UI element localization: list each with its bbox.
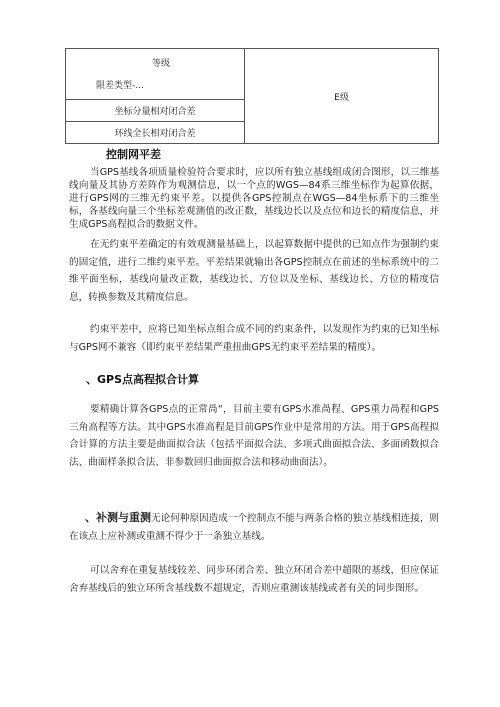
- section-title-remeasure: 、补测与重测: [85, 511, 152, 524]
- header-tolerance-type-label: 限差类型-...: [96, 81, 144, 91]
- paragraph: 可以舍弃在重复基线较差、同步环闭合差、独立环闭合差中超限的基线，但应保证舍弃基线后的独立环所含基线数不超规定，否则应重测该基线或者有关的同步图形。: [69, 565, 439, 594]
- header-grade-label: 等级: [152, 59, 171, 69]
- paragraph-text: 无论何种原因造成一个控制点不能与两条合格的独立基线相连接，则在该点上应补测或重测不得少于一条独立基线。: [69, 513, 440, 542]
- section-title-control-net: 控制网平差: [106, 148, 161, 161]
- grade-cell: E级: [245, 49, 439, 144]
- tolerance-table: [65, 48, 439, 144]
- diagonal-header-cell: [66, 49, 245, 100]
- table-header-row: [66, 49, 439, 100]
- paragraph: 约束平差中，应将已知坐标点组合成不同的约束条件，以发现作为约束的已知坐标与GPS网不兼容（即约束平差结果严重扭曲GPS无约束平差结果的精度）。: [69, 324, 439, 353]
- paragraph: 在无约束平差确定的有效观测量基础上，以起算数据中提供的已知点作为强制约束的固定值，进行二维约束平差。平差结果就输出各GPS控制点在前述的坐标系统中的二维平面坐标，基线向量改正数，基线边长、方位以及坐标、基线边长、方位的精度信息，转换参数及其精度信息。: [69, 239, 439, 303]
- paragraph: 当GPS基线各项质量检验符合要求时，应以所有独立基线组成闭合图形，以三维基线向量及其协方差阵作为观测信息，以一个点的WGS—84系三维坐标作为起算依据，进行GPS网的三维无约束平差。以提供各GPS控制点在WGS—84坐标系下的三维坐标，各基线向量三个坐标差观测值的改正数，基线边长以及点位和边长的精度信息，并生成GPS高程拟合的数据文件。: [69, 167, 439, 230]
- paragraph: 要精确计算各GPS点的正常咼“，目前主要有GPS水准咼程、GPS重力咼程和GPS三角高程等方法。其中GPS水准高程是目前GPS作业中是常用的方法。用于GPS高程拟合计算的方法主要是曲面拟合法（包括平面拟合法、多项式曲面拟合法、多面函数拟合法、曲面样条拟合法、非参数回归曲面拟合法和移动曲面法）。: [69, 404, 439, 468]
- table-row-label: 环线全长相对闭合差: [66, 122, 245, 144]
- table-row-label: 坐标分量相对闭合差: [66, 100, 245, 122]
- section-title-height-fitting: 、GPS点高程拟合计算: [86, 373, 200, 386]
- paragraph: [69, 509, 439, 545]
